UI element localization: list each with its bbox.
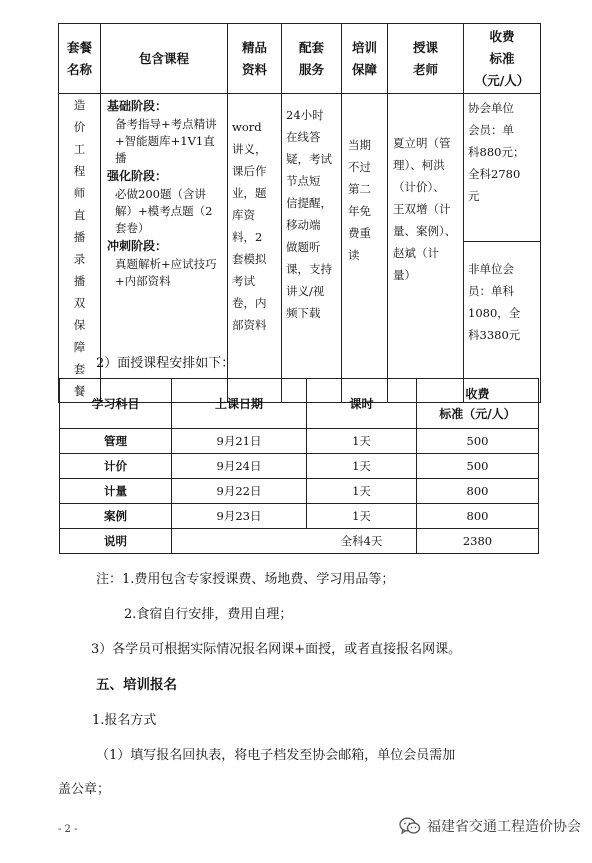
summary-hours-cell: 全科4天 (307, 529, 417, 554)
summary-label-cell: 说明 (60, 529, 172, 554)
package-table-header-row (59, 24, 541, 94)
summary-row (60, 529, 539, 554)
table-row (60, 504, 539, 529)
subject-cell: 计量 (60, 479, 172, 504)
fee-cell: 800 (417, 479, 539, 504)
header-schedule-fee: 收费 标准（元/人） (417, 379, 539, 429)
schedule-header-row (60, 379, 539, 429)
fee-cell: 800 (417, 504, 539, 529)
header-services: 配套 服务 (282, 24, 342, 94)
header-courses: 包含课程 (101, 24, 228, 94)
stage-sprint-title: 冲刺阶段： (107, 239, 168, 253)
footer-watermark (399, 816, 581, 836)
stage-strengthen-desc: 必做200题（含讲解）+模考点题（2套卷） (115, 187, 213, 235)
fee-cell: 500 (417, 454, 539, 479)
subsection-1-title: 1.报名方式 (92, 713, 157, 728)
registration-method-line1: （1）填写报名回执表，将电子档发至协会邮箱，单位会员需加 (96, 748, 456, 763)
table-row (60, 454, 539, 479)
page-number: - 2 - (58, 824, 78, 835)
fee-cell: 500 (417, 429, 539, 454)
package-table (58, 23, 541, 403)
header-subject: 学习科目 (60, 379, 172, 429)
hours-cell: 1天 (307, 454, 417, 479)
header-guarantee: 培训 保障 (342, 24, 388, 94)
fee-member-cell: 协会单位 会员：单 科880元； 全科2780 元 (464, 94, 541, 242)
package-name-cell: 造价 工程 师直 播录 播双 保障 套餐 (59, 94, 101, 403)
date-cell: 9月21日 (172, 429, 307, 454)
stage-basic-title: 基础阶段： (107, 99, 168, 113)
footer-org-name: 福建省交通工程造价协会 (427, 819, 581, 835)
fee-nonmember-cell: 非单位会 员：单科 1080，全 科3380元 (464, 242, 541, 403)
header-hours: 课时 (307, 379, 417, 429)
hours-cell: 1天 (307, 429, 417, 454)
table-row (60, 429, 539, 454)
section-5-title: 五、培训报名 (96, 677, 177, 693)
header-materials: 精品 资料 (228, 24, 282, 94)
services-cell: 24小时 在线答 疑，考试 节点短 信提醒， 移动端 做题听 课，支持 讲义/视 频下载 (282, 94, 342, 403)
hours-cell: 1天 (307, 504, 417, 529)
stage-strengthen-title: 强化阶段： (107, 169, 168, 183)
subject-cell: 管理 (60, 429, 172, 454)
header-teachers: 授课 老师 (388, 24, 464, 94)
summary-fee-cell: 2380 (417, 529, 539, 554)
wechat-icon (399, 817, 421, 835)
header-fee: 收费 标准 （元/人） (464, 24, 541, 94)
summary-empty-cell (172, 529, 307, 554)
stage-basic-desc: 备考指导+考点精讲+智能题库+1V1直播 (115, 117, 217, 165)
date-cell: 9月24日 (172, 454, 307, 479)
package-row (59, 94, 541, 242)
hours-cell: 1天 (307, 479, 417, 504)
date-cell: 9月23日 (172, 504, 307, 529)
guarantee-cell: 当期 不过 第二 年免 费重 读 (342, 94, 388, 403)
header-package-name: 套餐 名称 (59, 24, 101, 94)
header-date: 上课日期 (172, 379, 307, 429)
subject-cell: 计价 (60, 454, 172, 479)
materials-cell: word 讲义， 课后作 业，题 库资 料，2 套模拟 考试 卷，内 部资料 (228, 94, 282, 403)
teachers-cell: 夏立明（管 理）、柯洪 （计价）、 王双增（计 量、案例）、 赵斌（计 量） (388, 94, 464, 403)
registration-method-line2: 盖公章； (58, 782, 111, 797)
subject-cell: 案例 (60, 504, 172, 529)
note-2: 2.食宿自行安排，费用自理； (124, 607, 293, 622)
stage-sprint-desc: 真题解析+应试技巧+内部资料 (115, 257, 217, 288)
date-cell: 9月22日 (172, 479, 307, 504)
table-row (60, 479, 539, 504)
face-course-heading: 2）面授课程安排如下： (96, 356, 235, 371)
item-3-text: 3）各学员可根据实际情况报名网课+面授，或者直接报名网课。 (91, 642, 462, 657)
schedule-table (59, 378, 539, 554)
note-1: 注：1.费用包含专家授课费、场地费、学习用品等； (96, 572, 395, 587)
